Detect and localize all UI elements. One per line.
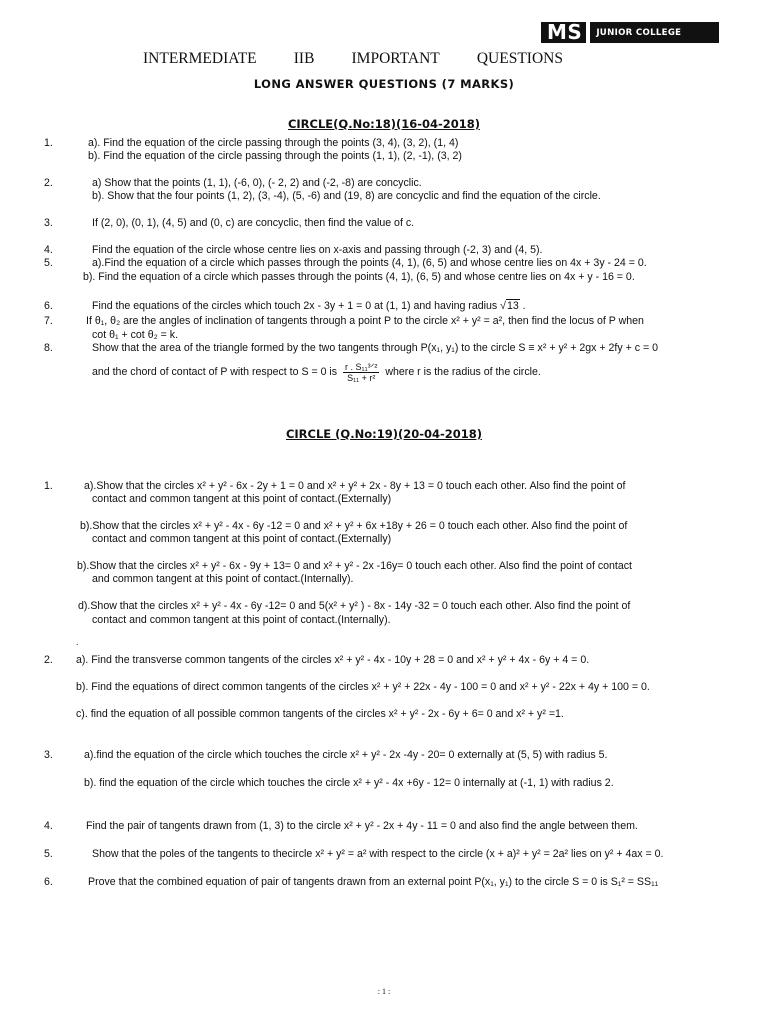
question-line: Find the pair of tangents drawn from (1, 3) to the circle x² + y² - 2x + 4y - 11 = 0 and also find the angle between them. [86,820,638,832]
question-line: Show that the area of the triangle formed by the two tangents through P(x₁, y₁) to the circle S ≡ x² + y² + 2gx + 2fy + c = 0 [92,342,658,354]
question-line: If θ₁, θ₂ are the angles of inclination of tangents through a point P to the circle x² + y² = a², then find the locus of P when [86,315,644,327]
question-line: contact and common tangent at this point of contact.(Externally) [92,493,392,505]
title-word: IMPORTANT [351,50,440,67]
section-heading: CIRCLE (Q.No:19)(20-04-2018) [285,427,483,441]
question-line: Show that the poles of the tangents to thecircle x² + y² = a² with respect to the circle (x + a)² + y² = 2a² lies on y² + 4ax = 0. [92,848,664,860]
title-word: QUESTIONS [476,50,563,67]
stray-mark: . [76,637,79,647]
question-line: b).Show that the circles x² + y² - 4x - 6y -12 = 0 and x² + y² + 6x +18y + 26 = 0 touch each other. Also find the point of [80,520,628,532]
question-line: Prove that the combined equation of pair of tangents drawn from an external point P(x₁, y₁) to the circle S = 0 is S₁² = SS₁₁ [88,876,659,888]
question-number: 6. [44,300,53,312]
page-subtitle: LONG ANSWER QUESTIONS (7 MARKS) [253,77,515,91]
question-text: Find the equations of the circles which touch 2x - 3y + 1 = 0 at (1, 1) and having radius [92,300,498,312]
question-number: 1. [44,480,53,492]
question-line: b). Show that the four points (1, 2), (3, -4), (5, -6) and (19, 8) are concyclic and find the equation of the circle. [92,190,601,202]
logo-mark: MS [547,20,583,44]
college-logo [541,22,719,43]
question-line: b). find the equation of the circle which touches the circle x² + y² - 4x +6y - 12= 0 internally at (-1, 1) with radius 2. [84,777,614,789]
question-number: 3. [44,749,53,761]
question-line [92,360,541,384]
question-number: 1. [44,137,53,149]
question-number: 2. [44,177,53,189]
question-line: and common tangent at this point of contact.(Internally). [92,573,354,585]
question-line: Find the equations of the circles which touch 2x - 3y + 1 = 0 at (1, 1) and having radius √13 . [92,300,526,312]
question-line: a). Find the transverse common tangents of the circles x² + y² - 4x - 10y + 28 = 0 and x² + y² + 4x - 6y + 4 = 0. [76,654,590,666]
question-text: where r is the radius of the circle. [385,366,541,378]
fraction-denominator: S₁₁ + r² [347,372,376,383]
question-line: contact and common tangent at this point of contact.(Internally). [92,614,391,626]
question-number: 3. [44,217,53,229]
fraction [343,362,379,383]
question-number: 6. [44,876,53,888]
question-number: 5. [44,257,53,269]
question-line: If (2, 0), (0, 1), (4, 5) and (0, c) are concyclic, then find the value of c. [92,217,415,229]
question-line: c). find the equation of all possible common tangents of the circles x² + y² - 2x - 6y + 6= 0 and x² + y² =1. [76,708,564,720]
question-number: 4. [44,820,53,832]
question-line: a). Find the equation of the circle passing through the points (3, 4), (3, 2), (1, 4) [88,137,459,149]
title-word: IIB [293,50,315,67]
page-number: : 1 : [377,987,391,996]
question-line: b). Find the equation of a circle which passes through the points (4, 1), (6, 5) and whose centre lies on 4x + y - 16 = 0. [83,271,635,283]
question-line: contact and common tangent at this point of contact.(Externally) [92,533,392,545]
page-title [143,50,563,68]
question-line: a).Find the equation of a circle which passes through the points (4, 1), (6, 5) and whose centre lies on 4x + 3y - 24 = 0. [92,257,647,269]
question-number: 4. [44,244,53,256]
question-line: b).Show that the circles x² + y² - 6x - 9y + 13= 0 and x² + y² - 2x -16y= 0 touch each other. Also find the point of contact [77,560,632,572]
question-line: cot θ₁ + cot θ₂ = k. [92,329,179,341]
title-word: INTERMEDIATE [143,50,257,67]
question-number: 7. [44,315,53,327]
question-line: b). Find the equation of the circle passing through the points (1, 1), (2, -1), (3, 2) [88,150,462,162]
question-number: 5. [44,848,53,860]
section-heading: CIRCLE(Q.No:18)(16-04-2018) [287,117,481,131]
logo-text: JUNIOR COLLEGE [596,27,682,38]
question-line: Find the equation of the circle whose centre lies on x-axis and passing through (-2, 3) and (4, 5). [92,244,543,256]
question-text: and the chord of contact of P with respect to S = 0 is [92,366,338,378]
fraction-numerator: r . S₁₁³ᐟ² [345,361,378,372]
question-line: d).Show that the circles x² + y² - 4x - 6y -12= 0 and 5(x² + y² ) - 8x - 14y -32 = 0 touch each other. Also find the point of [78,600,631,612]
radicand: 13 [506,300,519,312]
question-line: a).find the equation of the circle which touches the circle x² + y² - 2x -4y - 20= 0 externally at (5, 5) with radius 5. [84,749,608,761]
question-line: b). Find the equations of direct common tangents of the circles x² + y² + 22x - 4y - 100 = 0 and x² + y² - 22x + 4y + 100 = 0. [76,681,650,693]
question-number: 2. [44,654,53,666]
question-number: 8. [44,342,53,354]
question-line: a).Show that the circles x² + y² - 6x - 2y + 1 = 0 and x² + y² + 2x - 8y + 13 = 0 touch each other. Also find the point of [84,480,626,492]
question-line: a) Show that the points (1, 1), (-6, 0), (- 2, 2) and (-2, -8) are concyclic. [92,177,422,189]
square-root: √13 [500,300,519,312]
